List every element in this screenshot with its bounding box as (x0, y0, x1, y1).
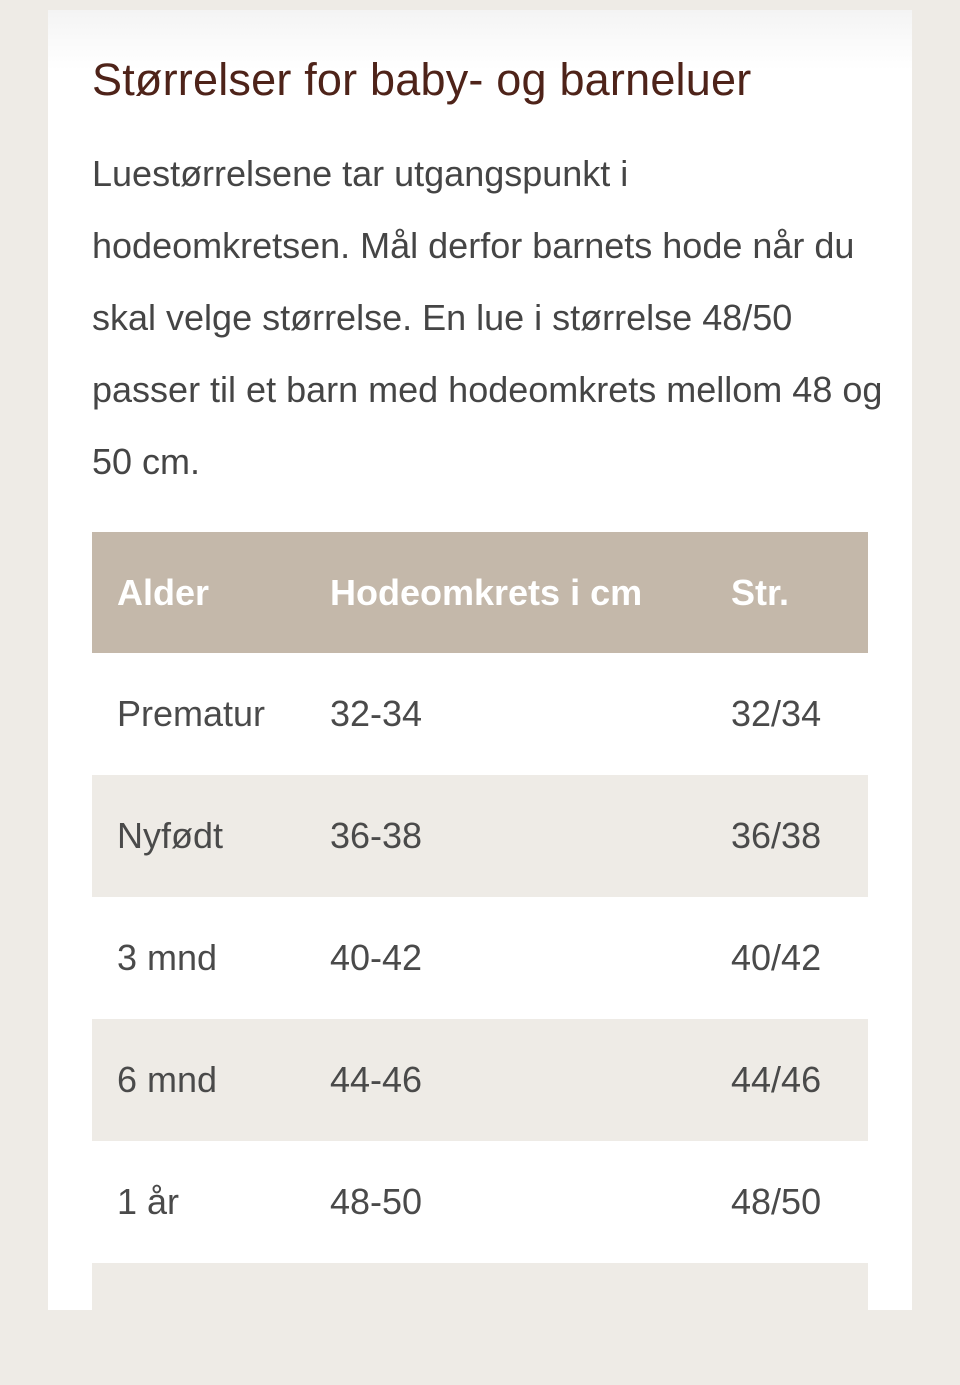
size-table (92, 532, 868, 1385)
cell-size: 36/38 (706, 775, 868, 897)
page-title: Størrelser for baby- og barneluer (92, 54, 752, 105)
table-row (92, 1019, 868, 1141)
intro-paragraph: Luestørrelsene tar utgangspunkt i hodeomkretsen. Mål derfor barnets hode når du skal velge størrelse. En lue i størrelse 48/50 passer til et barn med hodeomkrets mellom 48 og 50 cm. (92, 153, 883, 482)
cell-circumference: 40-42 (330, 937, 423, 978)
table-row (92, 1141, 868, 1263)
header-head-circumference: Hodeomkrets i cm (305, 532, 706, 653)
header-age: Alder (92, 532, 305, 653)
table-header-row (92, 532, 868, 653)
cell-age: 1 år (117, 1181, 180, 1222)
cell-empty (92, 1263, 305, 1385)
cell-age: Prematur (117, 693, 266, 734)
table-row (92, 897, 868, 1019)
cell-age: 3 mnd (117, 937, 218, 978)
cell-size: 48/50 (731, 1181, 822, 1222)
cell-circumference: 32-34 (330, 693, 423, 734)
cell-circumference: 36-38 (305, 775, 706, 897)
cell-size: 40/42 (731, 937, 822, 978)
cell-age: 6 mnd (92, 1019, 305, 1141)
header-size: Str. (706, 532, 868, 653)
cell-age: Nyfødt (92, 775, 305, 897)
content-card (48, 10, 912, 1310)
cell-circumference: 48-50 (330, 1181, 423, 1222)
cell-size: 44/46 (706, 1019, 868, 1141)
cell-circumference: 44-46 (305, 1019, 706, 1141)
cell-size: 32/34 (731, 693, 822, 734)
table-row-partial (92, 1263, 868, 1385)
table-row (92, 653, 868, 775)
cell-empty (706, 1263, 868, 1385)
table-row (92, 775, 868, 897)
cell-empty (305, 1263, 706, 1385)
